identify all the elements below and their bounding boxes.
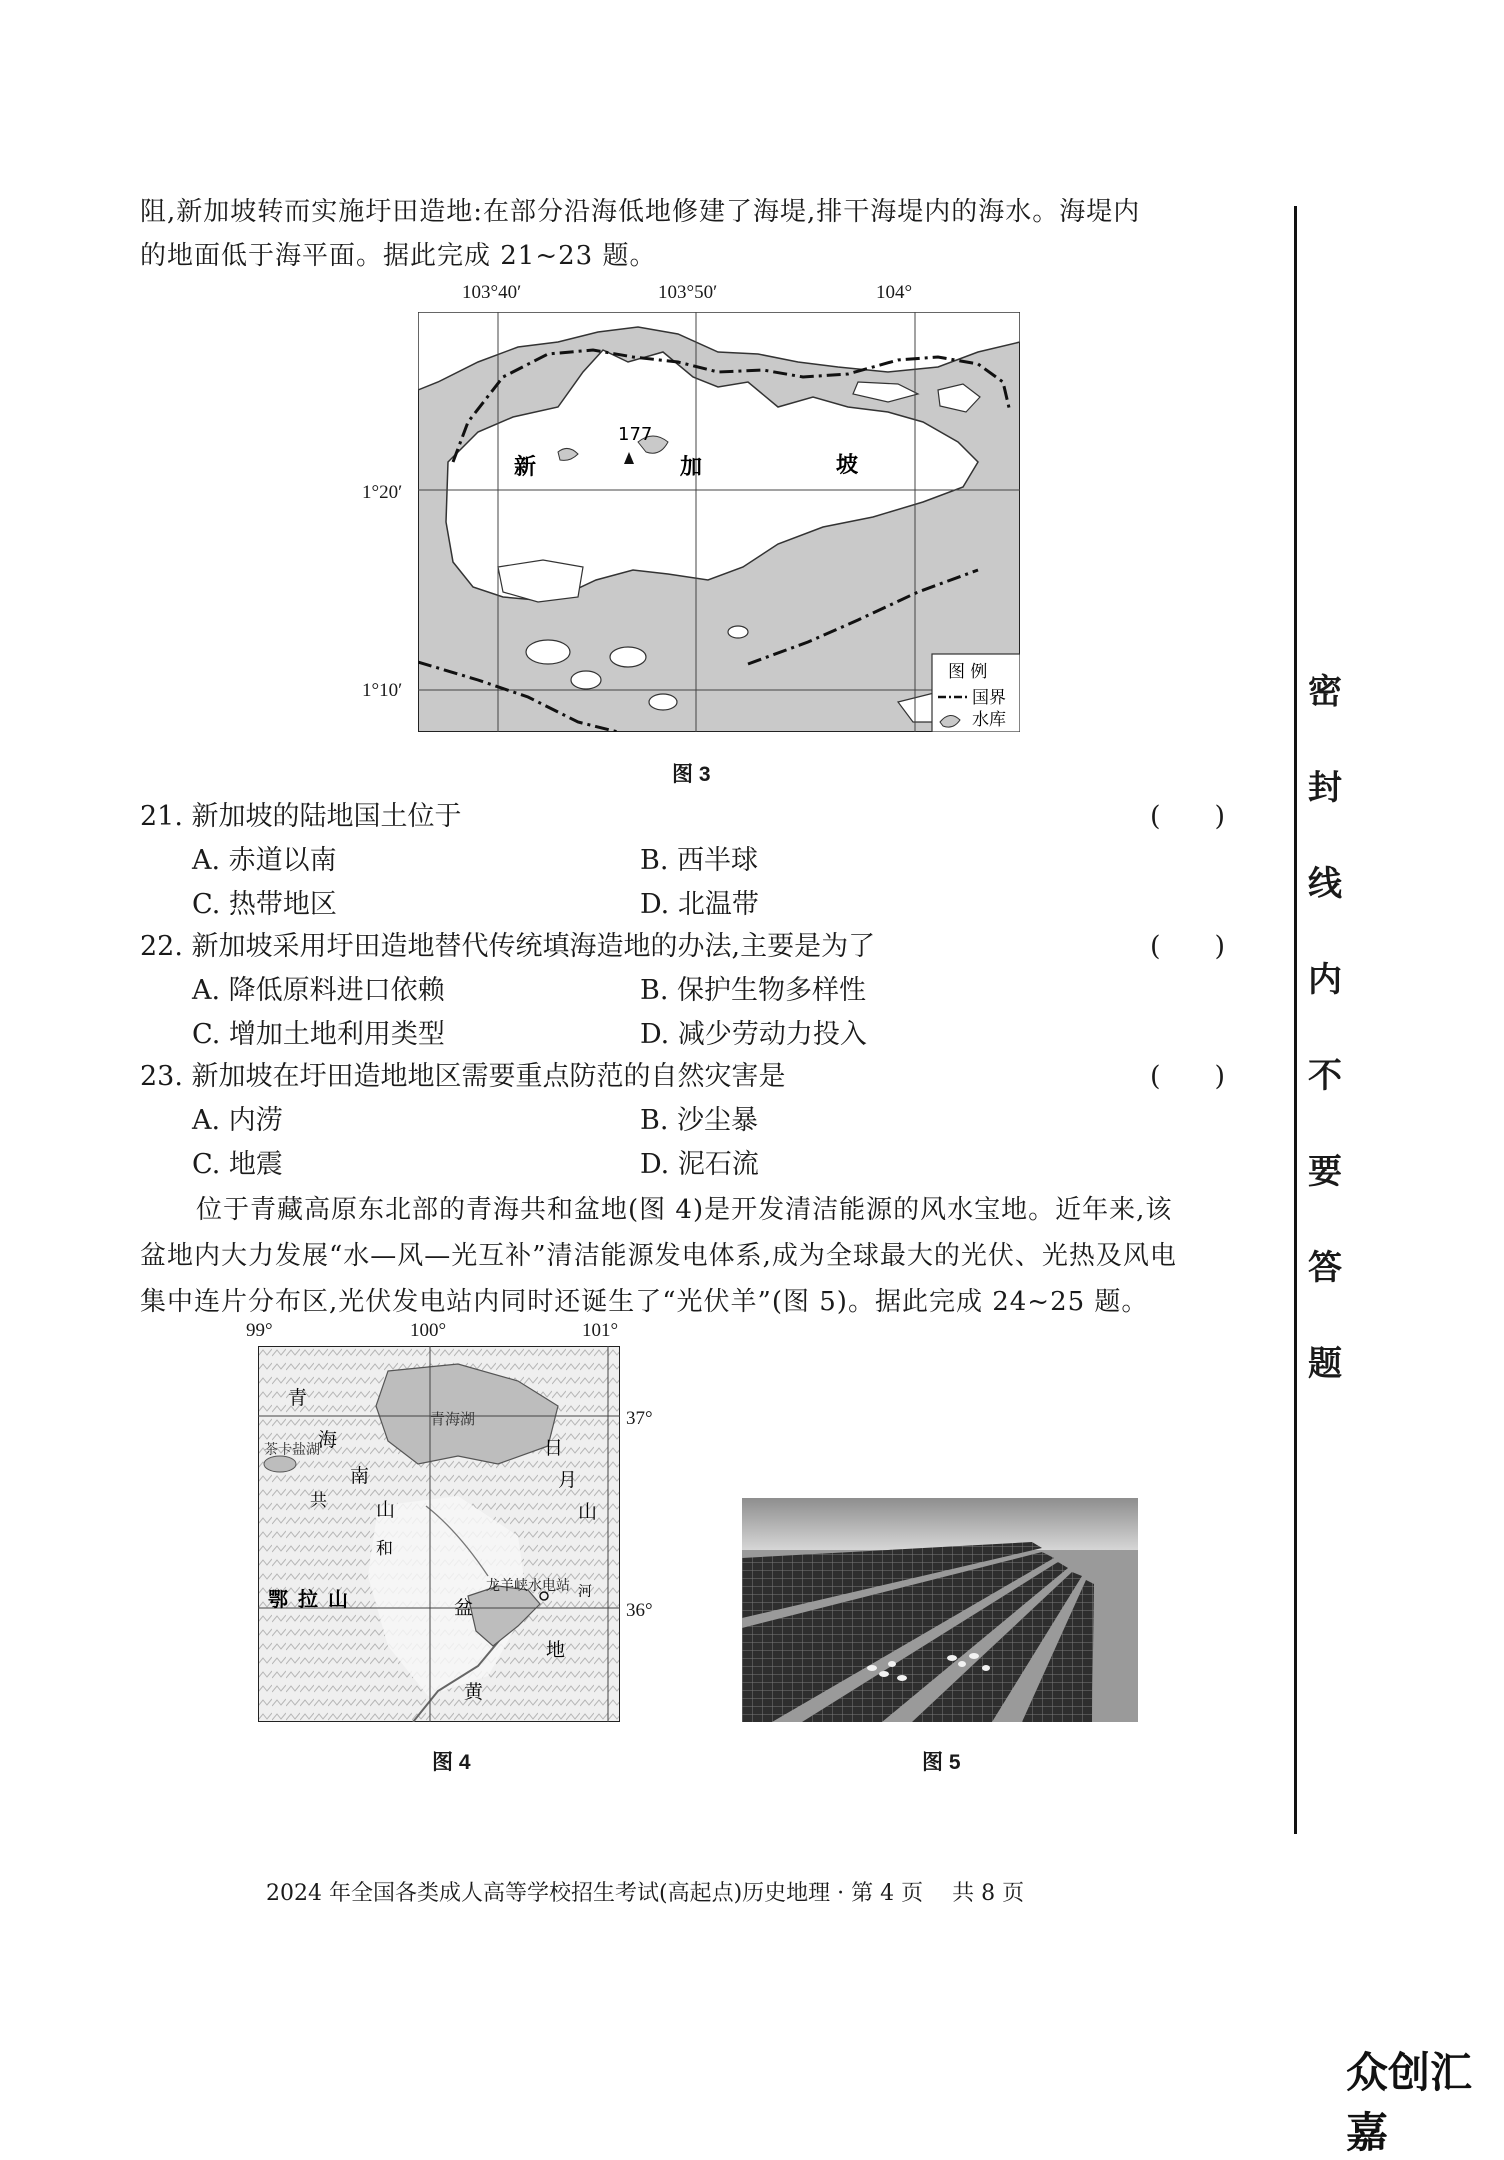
label-chaka-salt-lake: 茶卡盐湖 — [264, 1442, 320, 1458]
seal-char: 要 — [1308, 1152, 1342, 1192]
south-island-2 — [571, 671, 601, 689]
char-shan-2: 山 — [578, 1501, 598, 1523]
map3-lat-2: 1°10′ — [362, 680, 403, 701]
seal-char: 封 — [1308, 768, 1342, 808]
char-gong: 共 — [310, 1491, 327, 1511]
legend-title: 图 例 — [948, 662, 988, 682]
q23-option-a[interactable]: A. 内涝 — [192, 1105, 283, 1136]
place-char-xin: 新 — [514, 455, 537, 480]
south-island-3 — [610, 647, 646, 667]
south-island-1 — [526, 640, 570, 664]
char-e: 鄂 — [268, 1587, 288, 1611]
q21-option-a[interactable]: A. 赤道以南 — [192, 845, 337, 876]
map4-lon-1: 99° — [246, 1320, 273, 1341]
figure5-caption: 图 5 — [922, 1751, 961, 1774]
legend-border-label: 国界 — [972, 688, 1006, 708]
seal-char: 题 — [1308, 1344, 1342, 1384]
char-shan-1: 山 — [376, 1499, 396, 1521]
q23-option-c[interactable]: C. 地震 — [192, 1149, 283, 1180]
q22-stem: 22. 新加坡采用圩田造地替代传统填海造地的办法,主要是为了 — [140, 931, 876, 962]
map3-lon-1: 103°40′ — [462, 282, 522, 303]
singapore-map — [418, 312, 1020, 732]
intro2-line-2: 盆地内大力发展“水—风—光互补”清洁能源发电体系,成为全球最大的光伏、光热及风电 — [140, 1241, 1177, 1271]
seal-char: 线 — [1308, 864, 1342, 904]
char-di: 地 — [546, 1639, 566, 1661]
map3-lat-1: 1°20′ — [362, 482, 403, 503]
q23-stem: 23. 新加坡在圩田造地地区需要重点防范的自然灾害是 — [140, 1061, 786, 1092]
q21-option-c[interactable]: C. 热带地区 — [192, 889, 337, 920]
map4-lon-2: 100° — [410, 1320, 447, 1341]
intro-line-1: 阻,新加坡转而实施圩田造地:在部分沿海低地修建了海堤,排干海堤内的海水。海堤内 — [140, 197, 1141, 227]
q22-option-b[interactable]: B. 保护生物多样性 — [640, 975, 867, 1006]
q23-option-d[interactable]: D. 泥石流 — [640, 1149, 759, 1180]
figure3-caption: 图 3 — [672, 763, 711, 786]
q21-stem: 21. 新加坡的陆地国土位于 — [140, 801, 462, 832]
char-qing: 青 — [288, 1387, 308, 1409]
intro-line-2: 的地面低于海平面。据此完成 21~23 题。 — [140, 241, 657, 271]
chaka-salt-lake — [264, 1456, 296, 1472]
char-ri: 日 — [544, 1437, 564, 1459]
q22-option-d[interactable]: D. 减少劳动力投入 — [640, 1019, 867, 1050]
char-he-1: 和 — [376, 1539, 393, 1559]
photo-sky — [742, 1498, 1138, 1550]
solar-sheep-photo — [742, 1498, 1138, 1722]
label-qinghai-lake: 青海湖 — [430, 1410, 476, 1428]
seal-char: 不 — [1308, 1056, 1342, 1096]
map4-lon-3: 101° — [582, 1320, 619, 1341]
q22-option-c[interactable]: C. 增加土地利用类型 — [192, 1019, 445, 1050]
q23-option-b[interactable]: B. 沙尘暴 — [640, 1105, 759, 1136]
char-hai: 海 — [318, 1429, 338, 1451]
watermark: 众创汇嘉 — [1346, 2048, 1473, 2157]
q22-option-a[interactable]: A. 降低原料进口依赖 — [192, 975, 445, 1006]
intro2-line-3: 集中连片分布区,光伏发电站内同时还诞生了“光伏羊”(图 5)。据此完成 24~25 题。 — [140, 1287, 1149, 1317]
legend-reservoir-label: 水库 — [972, 710, 1006, 730]
south-island-4 — [649, 694, 677, 710]
seal-char: 内 — [1308, 960, 1342, 1000]
figure4-caption: 图 4 — [432, 1751, 471, 1774]
map4-lat-1: 37° — [626, 1408, 653, 1429]
seal-notice — [1308, 664, 1348, 1432]
q22-answer-bracket[interactable]: ( ) — [1150, 931, 1226, 962]
char-he-2: 河 — [578, 1584, 592, 1600]
q21-answer-bracket[interactable]: ( ) — [1150, 801, 1226, 832]
place-char-jia: 加 — [680, 455, 703, 480]
intro2-line-1: 位于青藏高原东北部的青海共和盆地(图 4)是开发清洁能源的风水宝地。近年来,该 — [196, 1195, 1173, 1225]
char-shan-3: 山 — [328, 1587, 348, 1611]
seal-char: 答 — [1308, 1248, 1342, 1288]
place-char-po: 坡 — [836, 453, 859, 478]
char-nan: 南 — [350, 1465, 370, 1487]
char-yue: 月 — [558, 1469, 578, 1491]
map3-lon-3: 104° — [876, 282, 913, 303]
peak-label: 177 — [618, 424, 653, 445]
char-la: 拉 — [298, 1587, 318, 1611]
char-huang: 黄 — [464, 1681, 484, 1703]
q23-answer-bracket[interactable]: ( ) — [1150, 1061, 1226, 1092]
q21-option-d[interactable]: D. 北温带 — [640, 889, 759, 920]
q21-option-b[interactable]: B. 西半球 — [640, 845, 759, 876]
map4-lat-2: 36° — [626, 1600, 653, 1621]
page-footer: 2024 年全国各类成人高等学校招生考试(高起点)历史地理 · 第 4 页 共 8 页 — [266, 1881, 1025, 1906]
gonghe-basin-map — [258, 1346, 620, 1722]
map3-lon-2: 103°50′ — [658, 282, 718, 303]
seal-line — [1294, 206, 1297, 1834]
seal-char: 密 — [1308, 672, 1342, 712]
label-longyangxia: 龙羊峡水电站 — [486, 1578, 570, 1594]
south-island-5 — [728, 626, 748, 638]
char-pen: 盆 — [454, 1597, 474, 1619]
